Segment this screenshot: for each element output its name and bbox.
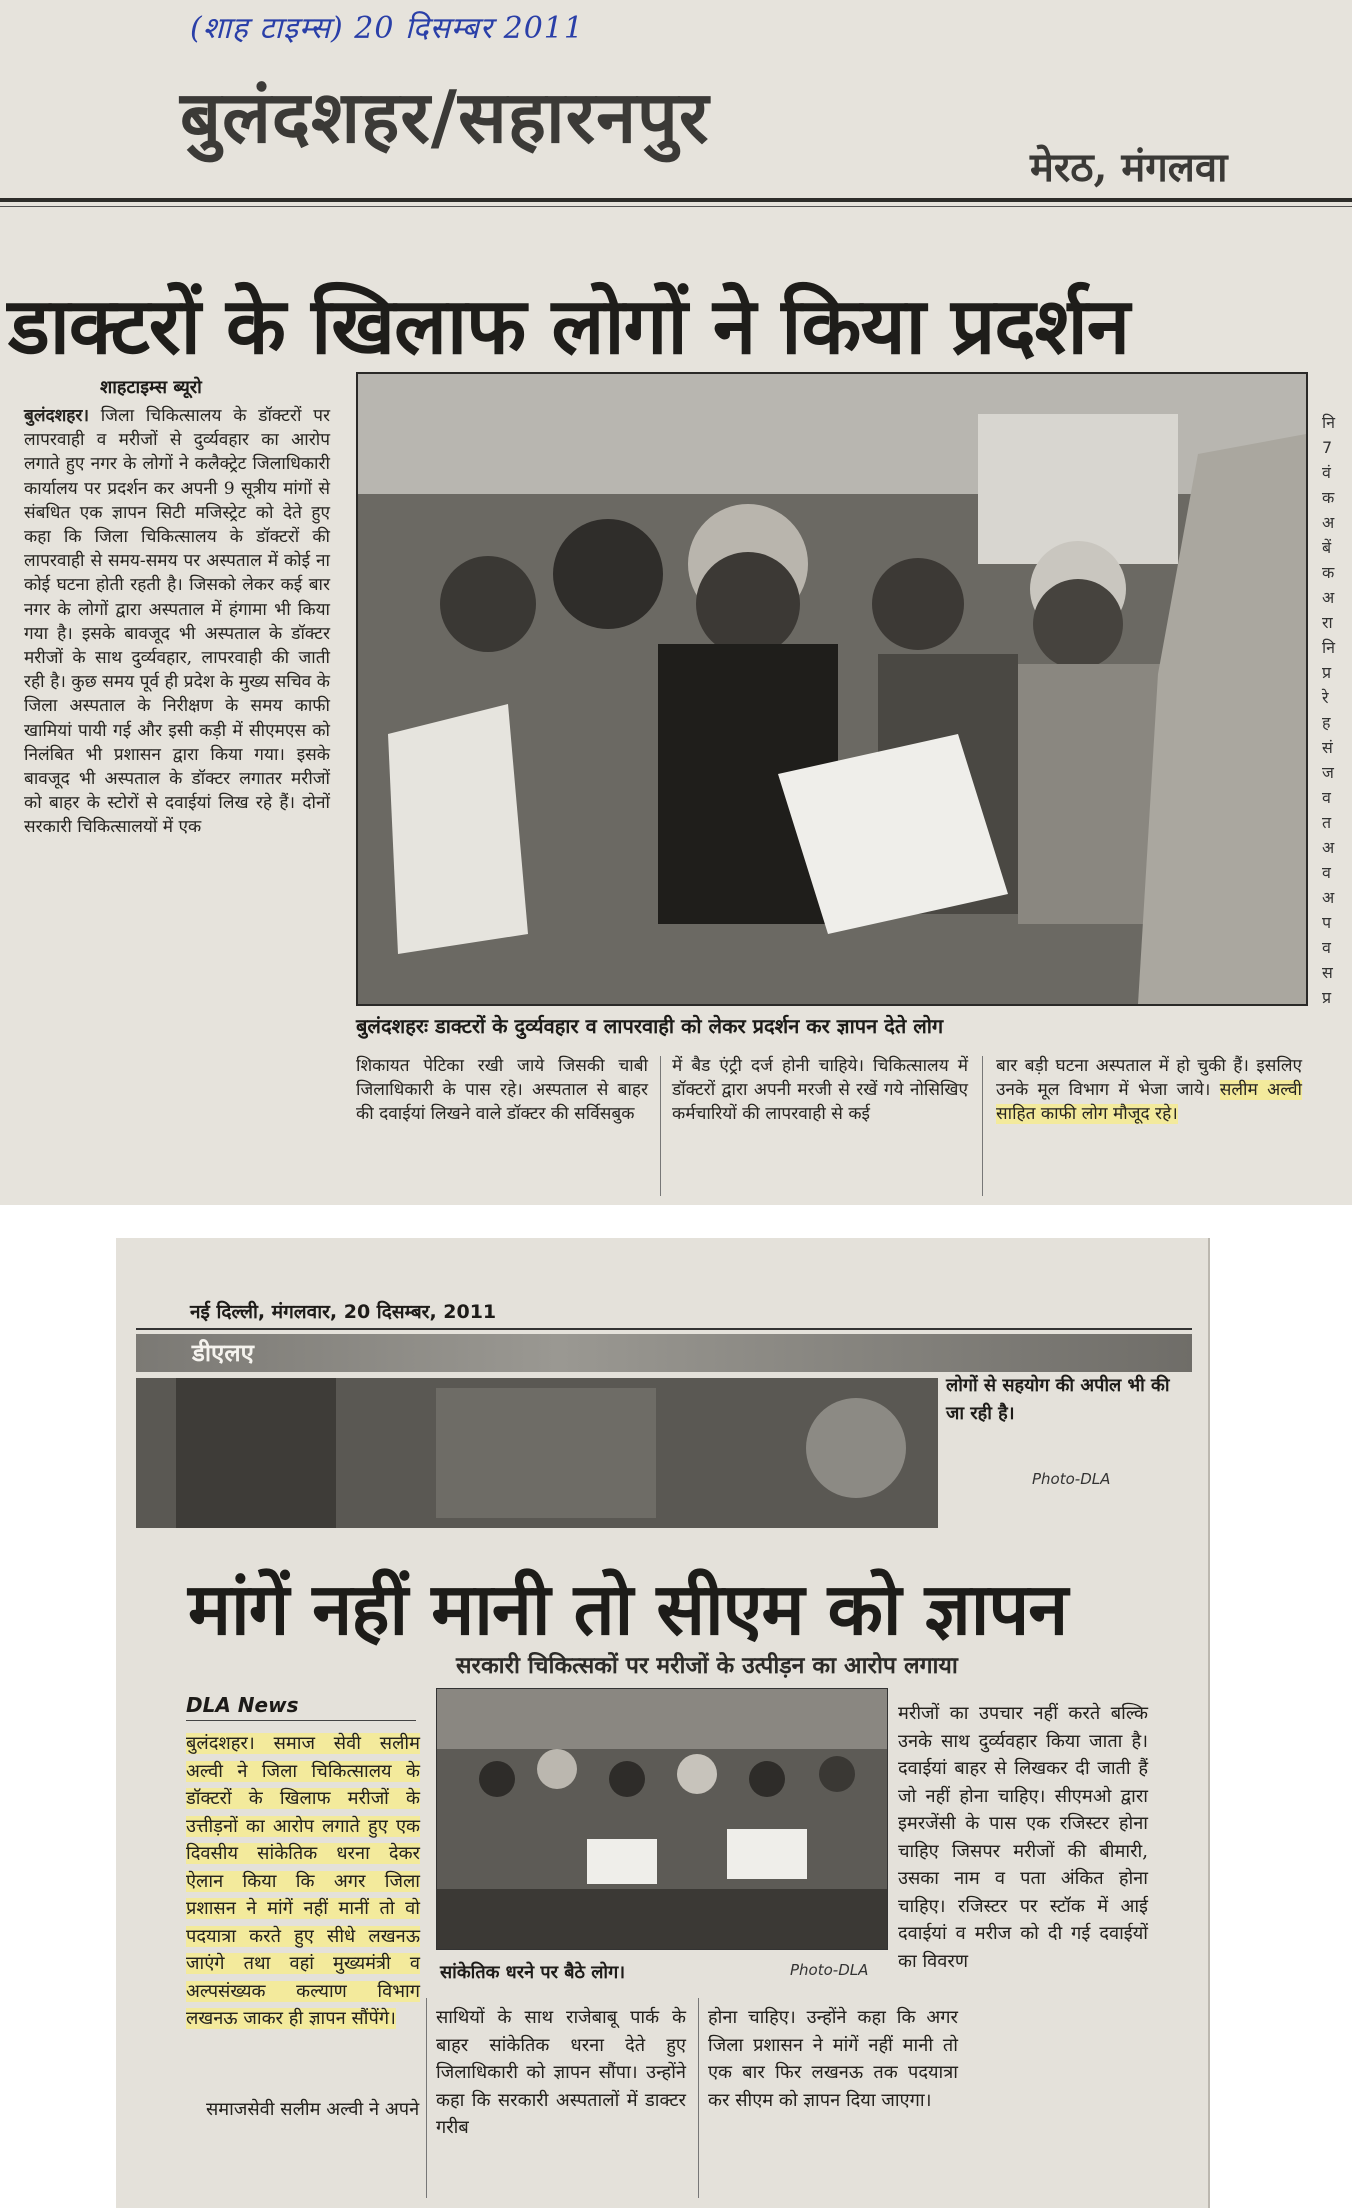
lead-location: बुलंदशहर। [24, 406, 89, 426]
column-divider [660, 1056, 661, 1196]
highlighted-text: बुलंदशहर। समाज सेवी सलीम अल्वी ने जिला चिकित्सालय के डॉक्टरों के खिलाफ मरीजों के उत्तीड़नों का आरोप लगाते हुए एक दिवसीय सांकेतिक धरना देकर ऐलान किया कि अगर जिला प्रशासन ने मांगें नहीं मानीं तो वो पदयात्रा करते हुए सीधे लखनऊ जाएंगे तथा वहां मुख्यमंत्री व अल्पसंख्यक कल्याण विभाग लखनऊ जाकर ही ज्ञापन सौंपेंगे। [186, 1733, 420, 2029]
photo-crowd-illustration [358, 374, 1306, 1004]
photo-credit-top: Photo-DLA [1032, 1470, 1111, 1488]
article2-column-3-top: मरीजों का उपचार नहीं करते बल्कि उनके साथ दुर्व्यवहार किया जाता है। दवाईयां बाहर से लिखकर दी जाती हैं जो नहीं होना चाहिए। सीएमओ द्वारा इमरजेंसी के पास एक रजिस्टर होना चाहिए जिसपर मरीजों की बीमारी, उसका नाम व पता अंकित होना चाहिए। रजिस्टर पर स्टॉक में आई दवाईयां व मरीज को दी गई दवाईयों का विवरण [898, 1703, 1148, 1972]
article2-column-2: साथियों के साथ राजेबाबू पार्क के बाहर सांकेतिक धरना देते हुए जिलाधिकारी को ज्ञापन सौंपा। उन्होंने कहा कि सरकारी अस्पतालों में डाक्टर गरीब [436, 2007, 686, 2138]
dateline: नई दिल्ली, मंगलवार, 20 दिसम्बर, 2011 [190, 1301, 497, 1323]
article-column-4-text: बार बड़ी घटना अस्पताल में हो चुकी हैं। इसलिए उनके मूल विभाग में भेजा जाये। [996, 1056, 1302, 1101]
masthead-label: डीएलए [192, 1339, 254, 1367]
article-column-2: शिकायत पेटिका रखी जाये जिसकी चाबी जिलाधिकारी के पास रहे। अस्पताल से बाहर की दवाईयां लिखने वाले डॉक्टर की सर्विसबुक [356, 1056, 648, 1125]
adjacent-article-edge: नि 7 वं क अ बें क अ रा नि प्र रे ह सं ज व त अ व अ प व स प्र [1322, 413, 1336, 1007]
article2-column-1 [186, 1730, 420, 2033]
news-source: DLA News [186, 1693, 299, 1717]
newspaper-clipping-dla [116, 1238, 1210, 2208]
article-headline-2: मांगें नहीं मानी तो सीएम को ज्ञापन [188, 1567, 1068, 1651]
photo-caption: बुलंदशहरः डाक्टरों के दुर्व्यवहार व लापरवाही को लेकर प्रदर्शन कर ज्ञापन देते लोग [356, 1014, 944, 1038]
article2-column-3-bottom: होना चाहिए। उन्होंने कहा कि अगर जिला प्रशासन ने मांगें नहीं मानी तो एक बार फिर लखनऊ तक पदयात्रा कर सीएम को ज्ञापन दिया जाएगा। [708, 2007, 958, 2111]
article2-column-1-tail: समाजसेवी सलीम अल्वी ने अपने [206, 2099, 420, 2120]
article-column-1-text: जिला चिकित्सालय के डॉक्टरों पर लापरवाही व मरीजों से दुर्व्यवहार का आरोप लगाते हुए नगर के लोगों ने कलैक्ट्रेट जिलाधिकारी कार्यालय पर प्रदर्शन कर अपनी 9 सूत्रीय मांगों से संबधित एक ज्ञापन सिटी मजिस्ट्रेट को देते हुए कहा कि जिला चिकित्सालय के डॉक्टरों की लापरवाही से समय-समय पर अस्पताल में कोई ना कोई घटना होती रहती है। जिसको लेकर कई बार नगर के लोगों द्वारा अस्पताल में हंगामा भी किया गया है। इसके बावजूद भी अस्पताल के डॉक्टर मरीजों के साथ दुर्व्यवहार, लापरवाही की जाती रही है। कुछ समय पूर्व ही प्रदेश के मुख्य सचिव के जिला अस्पताल के निरीक्षण के समय काफी खामियां पायी गई और इसी कड़ी में सीएमएस को निलंबित भी प्रशासन द्वारा किया गया। इसके बावजूद भी अस्पताल के डॉक्टर लगातर मरीजों को बाहर के स्टोरों से दवाईयां लिख रहे हैं। दोनों सरकारी चिकित्सालयों में एक [24, 406, 330, 838]
top-photo-illustration [136, 1378, 976, 1528]
top-photo [136, 1378, 976, 1528]
article-headline: डाक्टरों के खिलाफ लोगों ने किया प्रदर्शन [8, 282, 1130, 372]
section-heading: बुलंदशहर/सहारनपुर [180, 74, 710, 159]
column-divider [982, 1056, 983, 1196]
article-column-3: में बैड एंट्री दर्ज होनी चाहिये। चिकित्सालय में डॉक्टरों द्वारा अपनी मरजी से रखें गये नोसिखिए कर्मचारियों की लापरवाही से कई [672, 1056, 968, 1125]
article-column-1 [24, 404, 330, 840]
dateline-rule [136, 1328, 1192, 1330]
side-caption: लोगों से सहयोग की अपील भी की जा रही है। [946, 1375, 1170, 1424]
sit-in-photo-illustration [437, 1689, 887, 1949]
sit-in-photo [436, 1688, 888, 1950]
article-subheadline: सरकारी चिकित्सकों पर मरीजों के उत्पीड़न का आरोप लगाया [456, 1653, 958, 1679]
masthead-band [136, 1334, 1192, 1372]
column-divider [698, 1998, 699, 2198]
article-column-4 [996, 1054, 1302, 1127]
column-divider [426, 1998, 427, 2198]
source-rule [186, 1720, 416, 1721]
header-rule-thin [0, 206, 1352, 207]
sit-in-photo-credit: Photo-DLA [790, 1961, 869, 1979]
highlighted-text: सलीम अल्वी साहित काफी लोग मौजूद रहे। [996, 1080, 1303, 1125]
byline: शाहटाइम्स ब्यूरो [100, 377, 202, 398]
place-date-header: मेरठ, मंगलवा [1030, 144, 1228, 191]
article-photo-protest [356, 372, 1308, 1006]
header-rule [0, 198, 1352, 202]
handwritten-source-note: (शाह टाइम्स) 20 दिसम्बर 2011 [190, 11, 584, 46]
sit-in-photo-caption: सांकेतिक धरने पर बैठे लोग। [440, 1962, 626, 1983]
